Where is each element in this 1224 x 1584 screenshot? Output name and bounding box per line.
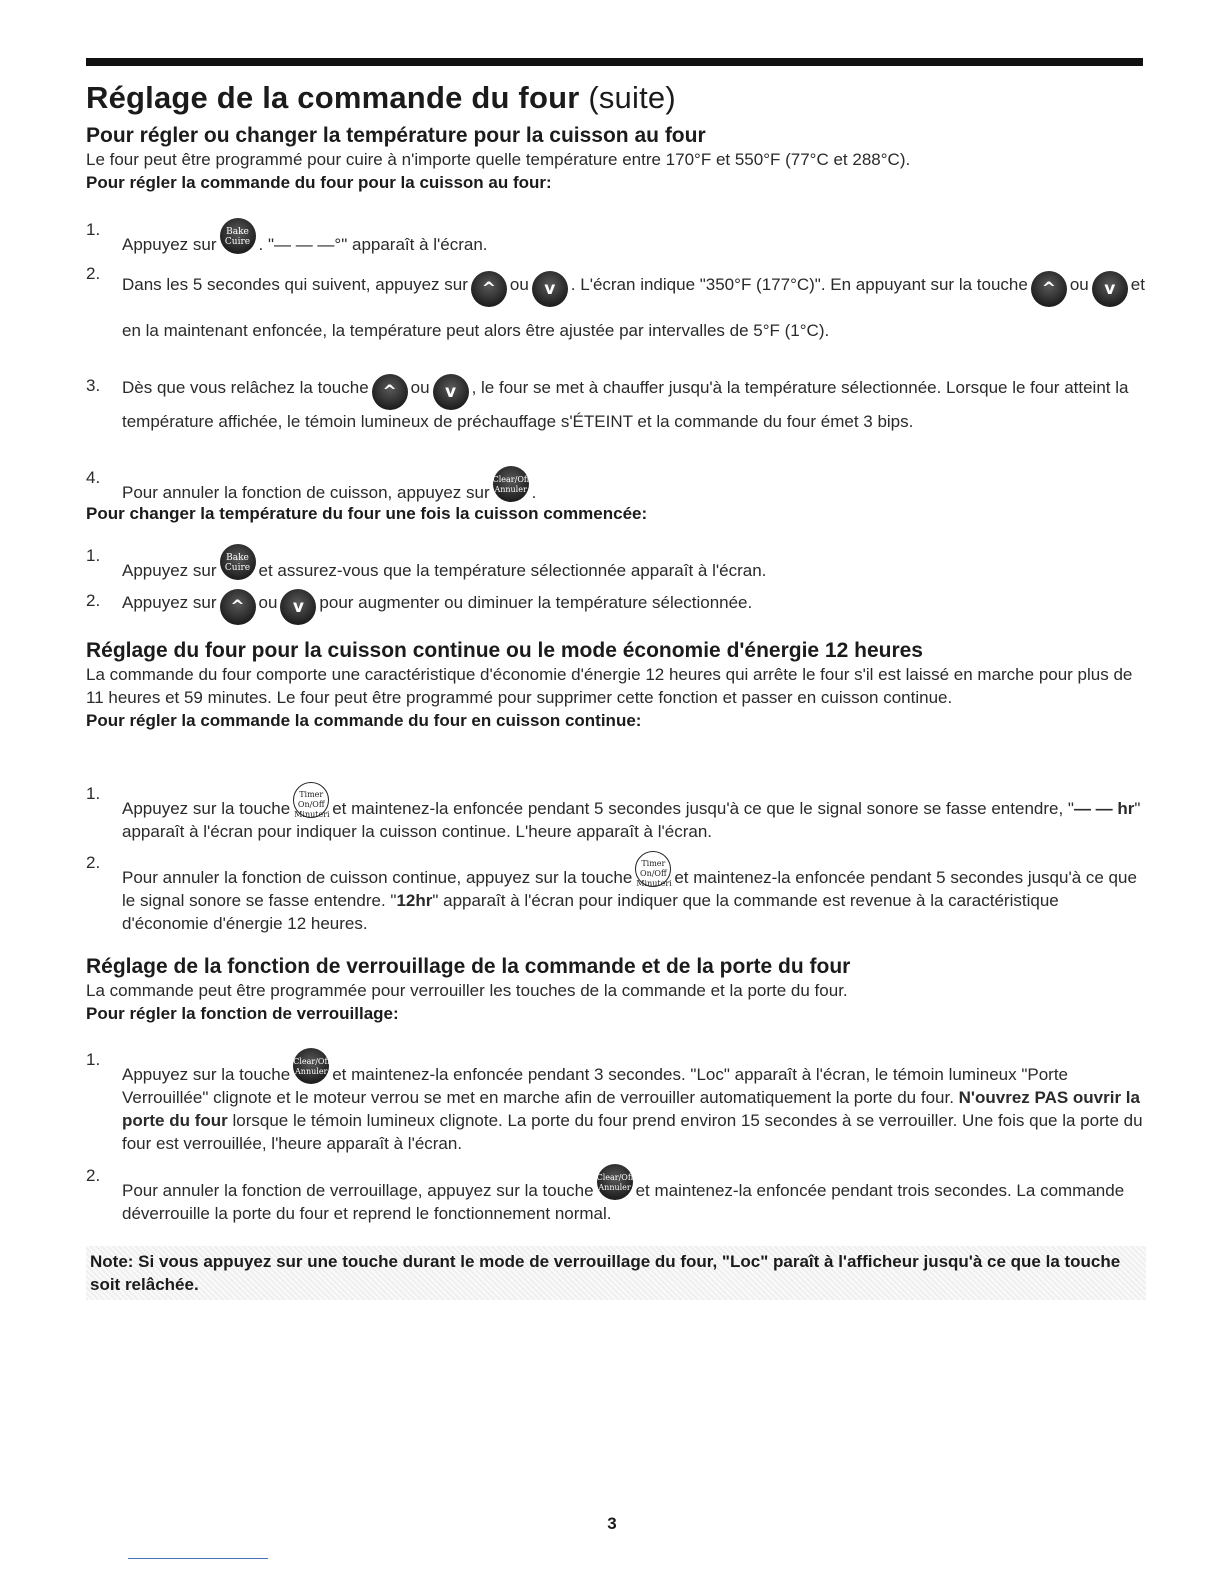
bake-key-icon: Bake Cuire bbox=[220, 544, 256, 580]
step: 1. Appuyez sur Bake Cuire et assurez-vous que la température sélectionnée apparaît à l'écran. bbox=[86, 546, 767, 580]
section-intro: Le four peut être programmé pour cuire à n'importe quelle température entre 170°F et 550°F (77°C et 288°C). bbox=[86, 150, 911, 169]
bake-key-icon: Bake Cuire bbox=[220, 218, 256, 254]
down-arrow-key-icon: v bbox=[1092, 271, 1128, 307]
step: 1. Appuyez sur Bake Cuire . "— — —°" apparaît à l'écran. bbox=[86, 220, 488, 254]
subheading: Pour régler la commande du four pour la cuisson au four: bbox=[86, 173, 552, 192]
up-arrow-key-icon: ^ bbox=[471, 271, 507, 307]
sub-block bbox=[86, 502, 1146, 525]
section-lock bbox=[86, 954, 1146, 1025]
section-heading: Pour régler ou changer la température pour la cuisson au four bbox=[86, 124, 706, 147]
section-intro: La commande peut être programmée pour verrouiller les touches de la commande et la porte du four. bbox=[86, 981, 848, 1000]
step: 2. Pour annuler la fonction de cuisson continue, appuyez sur la touche Timer On/Off Minuteri et maintenez-la enfoncée pendant 5 secondes jusqu'à ce que le signal sonore se fasse entendre. "12hr" apparaît à l'écran pour indiquer que la commande est revenue à la caractéristique d'économie d'énergie 12 heures. bbox=[86, 853, 1137, 933]
step: 2. Dans les 5 secondes qui suivent, appuyez sur ^ ou v . L'écran indique "350°F (177°C)". En appuyant sur la touche ^ ou v et en la maintenant enfoncée, la température peut alors être ajustée par intervalles de 5°F (1°C). bbox=[86, 264, 1145, 340]
clear-off-key-icon: Clear/Off Annuler bbox=[597, 1164, 633, 1200]
section-continuous-cooking bbox=[86, 638, 1146, 732]
step: 4. Pour annuler la fonction de cuisson, appuyez sur Clear/Off Annuler . bbox=[86, 468, 537, 502]
down-arrow-key-icon: v bbox=[433, 374, 469, 410]
clear-off-key-icon: Clear/Off Annuler bbox=[293, 1048, 329, 1084]
down-arrow-key-icon: v bbox=[532, 271, 568, 307]
section-heading: Réglage du four pour la cuisson continue ou le mode économie d'énergie 12 heures bbox=[86, 639, 923, 662]
up-arrow-key-icon: ^ bbox=[220, 589, 256, 625]
step: 2. Appuyez sur ^ ou v pour augmenter ou diminuer la température sélectionnée. bbox=[86, 589, 1146, 625]
top-rule bbox=[86, 58, 1143, 66]
footer-rule bbox=[128, 1558, 268, 1559]
subheading: Pour régler la commande la commande du four en cuisson continue: bbox=[86, 711, 642, 730]
step: 2. Pour annuler la fonction de verrouillage, appuyez sur la touche Clear/Off Annuler et maintenez-la enfoncée pendant trois secondes. La commande déverrouille la porte du four et reprend le fonctionnement normal. bbox=[86, 1166, 1125, 1223]
timer-key-icon: Timer On/Off Minuteri bbox=[293, 782, 329, 818]
up-arrow-key-icon: ^ bbox=[372, 374, 408, 410]
timer-key-icon: Timer On/Off Minuteri bbox=[635, 851, 671, 887]
clear-off-key-icon: Clear/Off Annuler bbox=[493, 466, 529, 502]
section-heading: Réglage de la fonction de verrouillage de la commande et de la porte du four bbox=[86, 955, 851, 978]
section-temperature bbox=[86, 123, 1146, 194]
step: 1. Appuyez sur la touche Timer On/Off Minuteri et maintenez-la enfoncée pendant 5 secondes jusqu'à ce que le signal sonore se fasse entendre, "— — hr" apparaît à l'écran pour indiquer la cuisson continue. L'heure apparaît à l'écran. bbox=[86, 784, 1141, 841]
page-number: 3 bbox=[607, 1514, 617, 1533]
section-intro: La commande du four comporte une caractéristique d'économie d'énergie 12 heures qui arrête le four s'il est laissé en marche pour plus de 11 heures et 59 minutes. Le four peut être programmé pour supprimer cette fonction et passer en cuisson continue. bbox=[86, 665, 1133, 707]
up-arrow-key-icon: ^ bbox=[1031, 271, 1067, 307]
note-box bbox=[86, 1246, 1146, 1300]
down-arrow-key-icon: v bbox=[280, 589, 316, 625]
step: 3. Dès que vous relâchez la touche ^ ou v , le four se met à chauffer jusqu'à la température sélectionnée. Lorsque le four atteint la température affichée, le témoin lumineux de préchauffage s'ÉTEINT et la commande du four émet 3 bips. bbox=[86, 376, 1129, 431]
note-text: Note: Si vous appuyez sur une touche durant le mode de verrouillage du four, "Loc" paraît à l'afficheur jusqu'à ce que la touche soit relâchée. bbox=[90, 1252, 1121, 1294]
page-title: Réglage de la commande du four (suite) bbox=[86, 80, 676, 115]
step: 1. Appuyez sur la touche Clear/Off Annuler et maintenez-la enfoncée pendant 3 secondes. "Loc" apparaît à l'écran, le témoin lumineux "Porte Verrouillée" clignote et le moteur verrou se met en marche afin de verrouiller automatiquement la porte du four. N'ouvrez PAS ouvrir la porte du four lorsque le témoin lumineux clignote. La porte du four prend environ 15 secondes à se verrouiller. Une fois que la porte du four est verrouillée, l'heure apparaît à l'écran. bbox=[86, 1050, 1143, 1153]
subheading: Pour changer la température du four une fois la cuisson commencée: bbox=[86, 504, 648, 523]
subheading: Pour régler la fonction de verrouillage: bbox=[86, 1004, 399, 1023]
